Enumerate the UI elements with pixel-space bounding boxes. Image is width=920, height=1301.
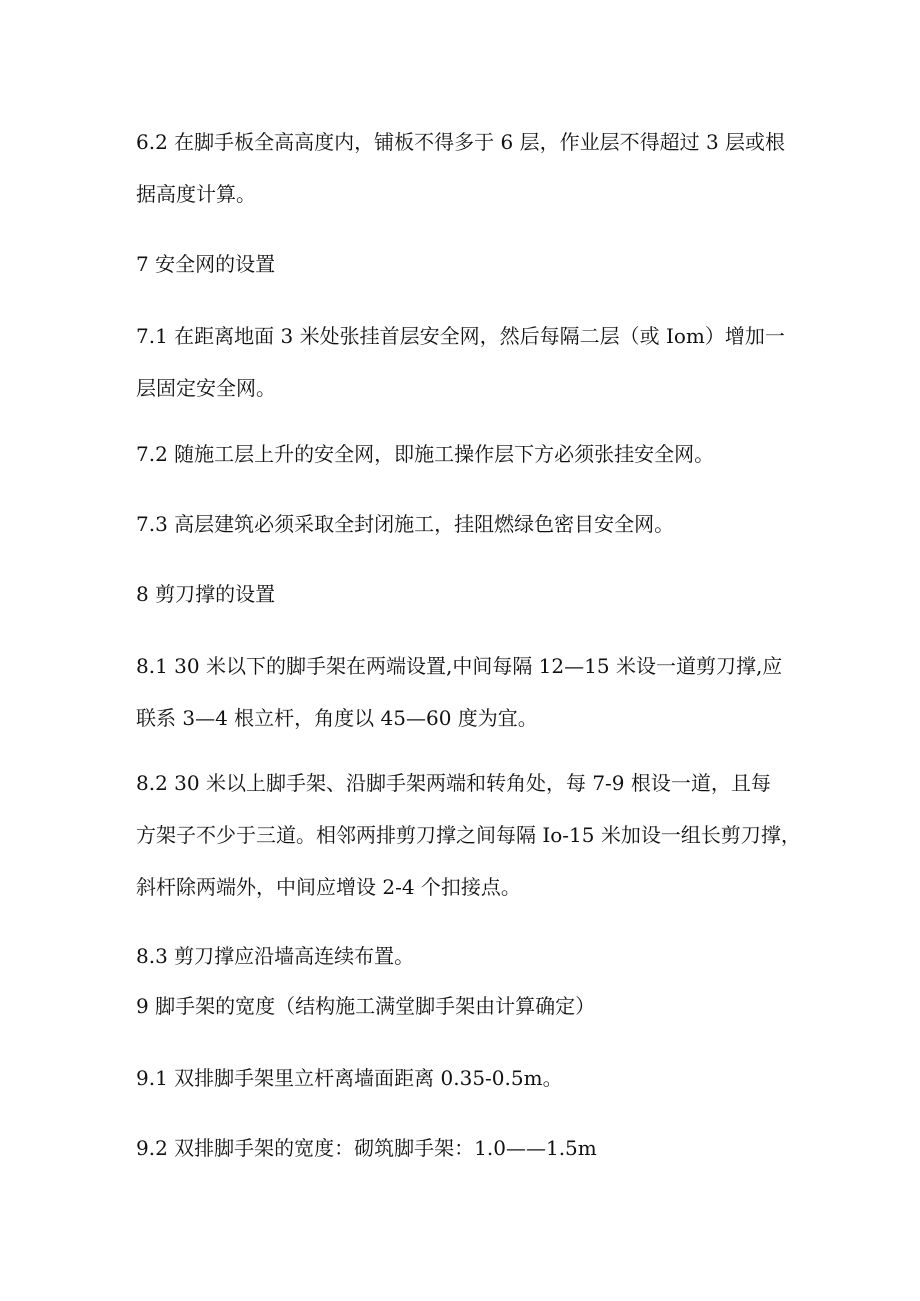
heading-text: 9 脚手架的宽度（结构施工满堂脚手架由计算确定） [136,994,596,1018]
heading-text: 7 安全网的设置 [136,252,276,276]
heading-text: 8 剪刀撑的设置 [136,582,276,606]
paragraph-8-3 [136,930,796,982]
text-line: 8.2 30 米以上脚手架、沿脚手架两端和转角处，每 7-9 根设一道，且每 [136,771,771,795]
paragraph-7-1 [136,310,796,414]
text-line: 9.2 双排脚手架的宽度：砌筑脚手架：1.0——1.5m [136,1136,597,1160]
paragraph-8-1 [136,640,796,744]
paragraph-7-2 [136,428,796,480]
section-heading-9 [136,980,796,1032]
paragraph-9-1 [136,1052,796,1104]
text-line: 7.1 在距离地面 3 米处张挂首层安全网，然后每隔二层（或 Iom）增加一 [136,324,785,348]
paragraph-6-2 [136,116,796,220]
section-heading-8 [136,568,796,620]
text-line: 9.1 双排脚手架里立杆离墙面距离 0.35-0.5m。 [136,1066,563,1090]
paragraph-9-2 [136,1122,796,1174]
text-line: 8.1 30 米以下的脚手架在两端设置,中间每隔 12—15 米设一道剪刀撑,应 [136,654,783,678]
paragraph-7-3 [136,498,796,550]
text-line: 6.2 在脚手板全高高度内，铺板不得多于 6 层，作业层不得超过 3 层或根 [136,130,786,154]
text-line: 7.3 高层建筑必须采取全封闭施工，挂阻燃绿色密目安全网。 [136,512,675,536]
text-line: 联系 3—4 根立杆，角度以 45—60 度为宜。 [136,706,538,730]
text-line: 据高度计算。 [136,182,256,206]
text-line: 方架子不少于三道。相邻两排剪刀撑之间每隔 Io-15 米加设一组长剪刀撑， [136,823,801,847]
text-line: 8.3 剪刀撑应沿墙高连续布置。 [136,944,415,968]
section-heading-7 [136,238,796,290]
paragraph-8-2 [136,757,801,913]
text-line: 层固定安全网。 [136,376,276,400]
text-line: 7.2 随施工层上升的安全网，即施工操作层下方必须张挂安全网。 [136,442,715,466]
text-line: 斜杆除两端外，中间应增设 2-4 个扣接点。 [136,875,521,899]
